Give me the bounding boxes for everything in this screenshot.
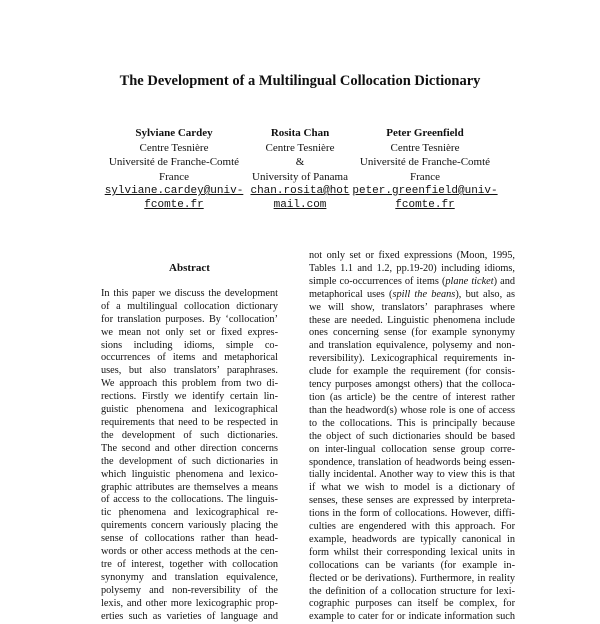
text-line: metaphorical uses (spill the beans), but also, as <box>309 288 515 300</box>
text-line: and translation equivalence, polysemy and non- <box>309 340 515 352</box>
email-line[interactable]: chan.rosita@hot <box>250 185 350 197</box>
text-line: requirements that need to be respected in <box>101 416 278 428</box>
abstract-text <box>101 288 278 624</box>
text-line: on inter-lingual collocation sense group corre- <box>309 443 515 455</box>
text-line: tially incidental. Another way to view this is that <box>309 469 515 481</box>
text-line: In this paper we discuss the development <box>101 287 278 299</box>
text-line: words or other access methods at the cen- <box>101 546 278 558</box>
author-affiliation-line: Centre Tesnière <box>390 141 460 154</box>
abstract-column <box>101 260 278 623</box>
text-line: to the collocations. This is principally because <box>309 417 515 429</box>
text-line: rections. Firstly we identify certain lin- <box>101 391 278 403</box>
text-line: tency purposes amongst others) that the colloca- <box>309 379 515 391</box>
text-line: tre of interest, together with collocation <box>101 558 278 570</box>
text-line: synonymy and translation equivalence, <box>101 571 278 583</box>
text-line: The second and other direction concerns <box>101 442 278 454</box>
text-line: We approach this problem from two di- <box>101 378 278 390</box>
text-line: example, headwords are typically canonical in <box>309 533 515 545</box>
text-line: simple co-occurrences of items (plane ticket) and <box>309 275 515 287</box>
text-line: we mean not only set or fixed expres- <box>101 326 278 338</box>
paper-title: The Development of a Multilingual Collocation Dictionary <box>119 73 481 89</box>
text-line: spondence, translation of headwords being essen- <box>309 456 515 468</box>
author-name: Peter Greenfield <box>386 127 464 139</box>
author-affiliation-line: France <box>410 170 440 183</box>
italic-example: plane ticket <box>445 275 494 287</box>
text-line: uses, but also translators’ paraphrases. <box>101 365 278 377</box>
email-line[interactable]: sylviane.cardey@univ- <box>104 185 244 197</box>
text-line: senses, these senses are expressed by interpreta- <box>309 495 515 507</box>
author-email-link[interactable] <box>85 184 263 212</box>
author-block-chan <box>240 126 360 212</box>
text-line: cographic purposes can itself be complex, for <box>309 598 515 610</box>
text-line: tion (as article) be the centre of interest rather <box>309 391 515 403</box>
author-affiliation-line: Université de Franche-Comté <box>359 156 491 168</box>
author-affiliation-line: Centre Tesnière <box>139 141 209 154</box>
body-column <box>309 250 515 624</box>
text-line: than the headword(s) whose role is one of access <box>309 404 515 416</box>
author-name: Sylviane Cardey <box>135 127 213 139</box>
text-line: the definition of a collocation structure for lexi- <box>309 585 515 597</box>
text-line: occurrences of items and metaphorical <box>101 352 278 364</box>
text-line: ones concerning sense (for example synonymy <box>309 327 515 339</box>
text-line: which linguistic phenomena and lexico- <box>101 468 278 480</box>
author-affiliation-line: & <box>295 156 305 168</box>
author-email-link[interactable] <box>345 184 505 212</box>
text-line: quirements concern variously placing the <box>101 520 278 532</box>
text-line: form whilst their corresponding lexical units in <box>309 546 515 558</box>
text-line: tions in the form of collocations. However, diffi- <box>309 508 515 520</box>
text-line: for translation purposes. By ‘collocation’ <box>101 313 278 325</box>
text-line: of a multilingual collocation dictionary <box>101 300 278 312</box>
text-line: guistic phenomena and lexicographical <box>101 404 278 416</box>
author-name: Rosita Chan <box>270 127 330 139</box>
abstract-heading: Abstract <box>169 262 210 274</box>
text-line: sions including idioms, simple co- <box>101 339 278 351</box>
text-line: if what we wish to model is a dictionary of <box>309 482 515 494</box>
text-line: lexis, and other more lexicographic prop- <box>101 597 278 609</box>
text-line: polysemy and non-reversibility of the <box>101 584 278 596</box>
text-line: tic phenomena and lexicographical re- <box>101 507 278 519</box>
text-line: example to cater for or indicate information such <box>309 611 515 623</box>
text-line: sense of collocations rather than head- <box>101 533 278 545</box>
email-line[interactable]: fcomte.fr <box>144 199 204 211</box>
text-line: collocations can be variants (for example in- <box>309 559 515 571</box>
text-line: not only set or fixed expressions (Moon, 1995, <box>309 250 515 261</box>
text-line: the development of such dictionaries in <box>101 455 278 467</box>
author-affiliation-line: University of Panama <box>252 170 348 183</box>
author-email-link[interactable] <box>240 184 360 212</box>
email-line[interactable]: fcomte.fr <box>395 199 455 211</box>
text-line: we will show, translators’ paraphrases where <box>309 301 515 313</box>
author-block-cardey <box>85 126 263 212</box>
email-line[interactable]: peter.greenfield@univ- <box>352 185 498 197</box>
text-line: Tables 1.1 and 1.2, pp.19-20) including idioms, <box>309 262 515 274</box>
email-line[interactable]: mail.com <box>273 199 327 211</box>
italic-example: spill the beans <box>392 288 456 300</box>
text-line: flected or be derivations). Furthermore, in reality <box>309 572 515 584</box>
text-line: clude for example the requirement (for consis- <box>309 366 515 378</box>
text-line: the object of such dictionaries should be based <box>309 430 515 442</box>
body-text <box>309 250 515 624</box>
text-line: these are needed. Linguistic phenomena include <box>309 314 515 326</box>
author-affiliation-line: Université de Franche-Comté <box>108 156 240 168</box>
text-line: erties such as varieties of language and <box>101 610 278 622</box>
author-block-greenfield <box>345 126 505 212</box>
text-line: reversibility). Lexicographical requirements in- <box>309 353 515 365</box>
author-affiliation-line: France <box>159 170 189 183</box>
text-line: of access to the collocations. The linguis- <box>101 494 278 506</box>
text-line: the development of such dictionaries. <box>101 429 278 441</box>
text-line: graphic attributes are themselves a means <box>101 481 278 493</box>
author-affiliation-line: Centre Tesnière <box>265 141 335 154</box>
text-line: culties are engendered with this approach. For <box>309 521 515 533</box>
